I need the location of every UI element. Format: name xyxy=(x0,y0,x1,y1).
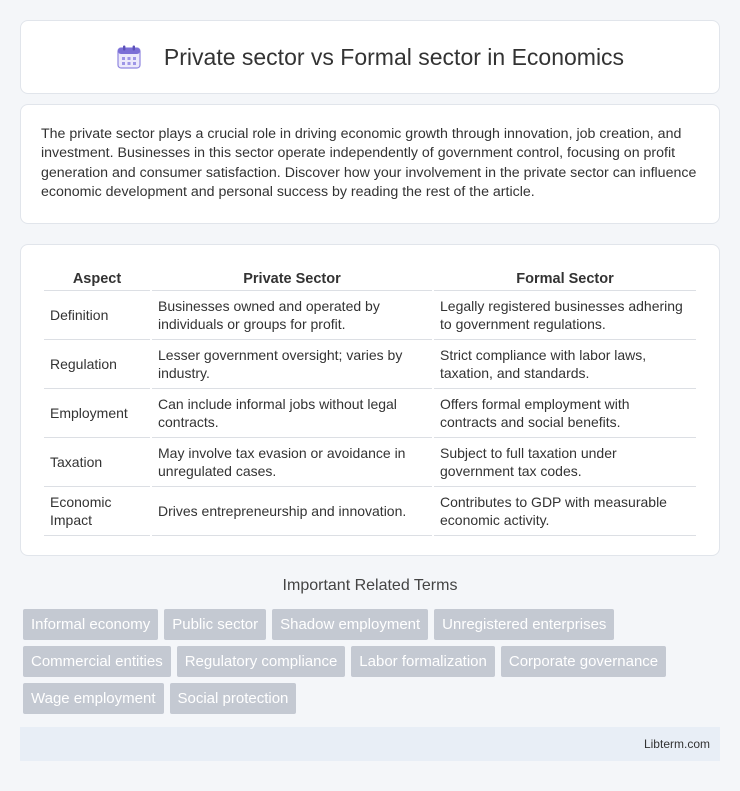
table-header-row xyxy=(44,265,696,291)
table-row xyxy=(44,389,696,438)
comparison-table xyxy=(42,265,698,536)
tag-corporate-governance[interactable]: Corporate governance xyxy=(501,646,666,677)
private-cell: Can include informal jobs without legal contracts. xyxy=(152,389,432,438)
aspect-cell: Regulation xyxy=(44,340,150,389)
formal-cell: Legally registered businesses adhering to government regulations. xyxy=(434,291,696,340)
formal-cell: Offers formal employment with contracts and social benefits. xyxy=(434,389,696,438)
formal-cell: Subject to full taxation under government tax codes. xyxy=(434,438,696,487)
related-tags xyxy=(23,609,723,720)
tag-unregistered-enterprises[interactable]: Unregistered enterprises xyxy=(434,609,614,640)
header-aspect: Aspect xyxy=(44,265,150,291)
tag-commercial-entities[interactable]: Commercial entities xyxy=(23,646,171,677)
tag-public-sector[interactable]: Public sector xyxy=(164,609,266,640)
private-cell: Businesses owned and operated by individuals or groups for profit. xyxy=(152,291,432,340)
table-row xyxy=(44,438,696,487)
related-terms-title: Important Related Terms xyxy=(282,577,458,594)
comparison-table-card xyxy=(20,244,720,556)
private-cell: Drives entrepreneurship and innovation. xyxy=(152,487,432,536)
formal-cell: Strict compliance with labor laws, taxation, and standards. xyxy=(434,340,696,389)
tag-informal-economy[interactable]: Informal economy xyxy=(23,609,158,640)
aspect-cell: Taxation xyxy=(44,438,150,487)
header-private-sector: Private Sector xyxy=(152,265,432,291)
header-card xyxy=(20,20,720,94)
tag-labor-formalization[interactable]: Labor formalization xyxy=(351,646,495,677)
intro-card xyxy=(20,104,720,224)
aspect-cell: Employment xyxy=(44,389,150,438)
aspect-cell: Economic Impact xyxy=(44,487,150,536)
table-row xyxy=(44,340,696,389)
private-cell: May involve tax evasion or avoidance in unregulated cases. xyxy=(152,438,432,487)
page-title: Private sector vs Formal sector in Economics xyxy=(163,43,625,70)
intro-text: The private sector plays a crucial role in driving economic growth through innovation, job creation, and investment. Businesses in this sector operate independently of government control, focusing on profit generation and consumer satisfaction. Discover how your involvement in the private sector can influence economic development and personal success by reading the rest of the article. xyxy=(41,126,697,201)
tag-wage-employment[interactable]: Wage employment xyxy=(23,683,164,714)
footer-site-link[interactable]: Libterm.com xyxy=(643,737,710,751)
aspect-cell: Definition xyxy=(44,291,150,340)
formal-cell: Contributes to GDP with measurable economic activity. xyxy=(434,487,696,536)
tag-shadow-employment[interactable]: Shadow employment xyxy=(272,609,428,640)
table-row xyxy=(44,291,696,340)
footer xyxy=(20,727,720,761)
tag-regulatory-compliance[interactable]: Regulatory compliance xyxy=(177,646,346,677)
table-row xyxy=(44,487,696,536)
private-cell: Lesser government oversight; varies by industry. xyxy=(152,340,432,389)
calendar-icon xyxy=(116,44,142,70)
tag-social-protection[interactable]: Social protection xyxy=(170,683,297,714)
header-formal-sector: Formal Sector xyxy=(434,265,696,291)
